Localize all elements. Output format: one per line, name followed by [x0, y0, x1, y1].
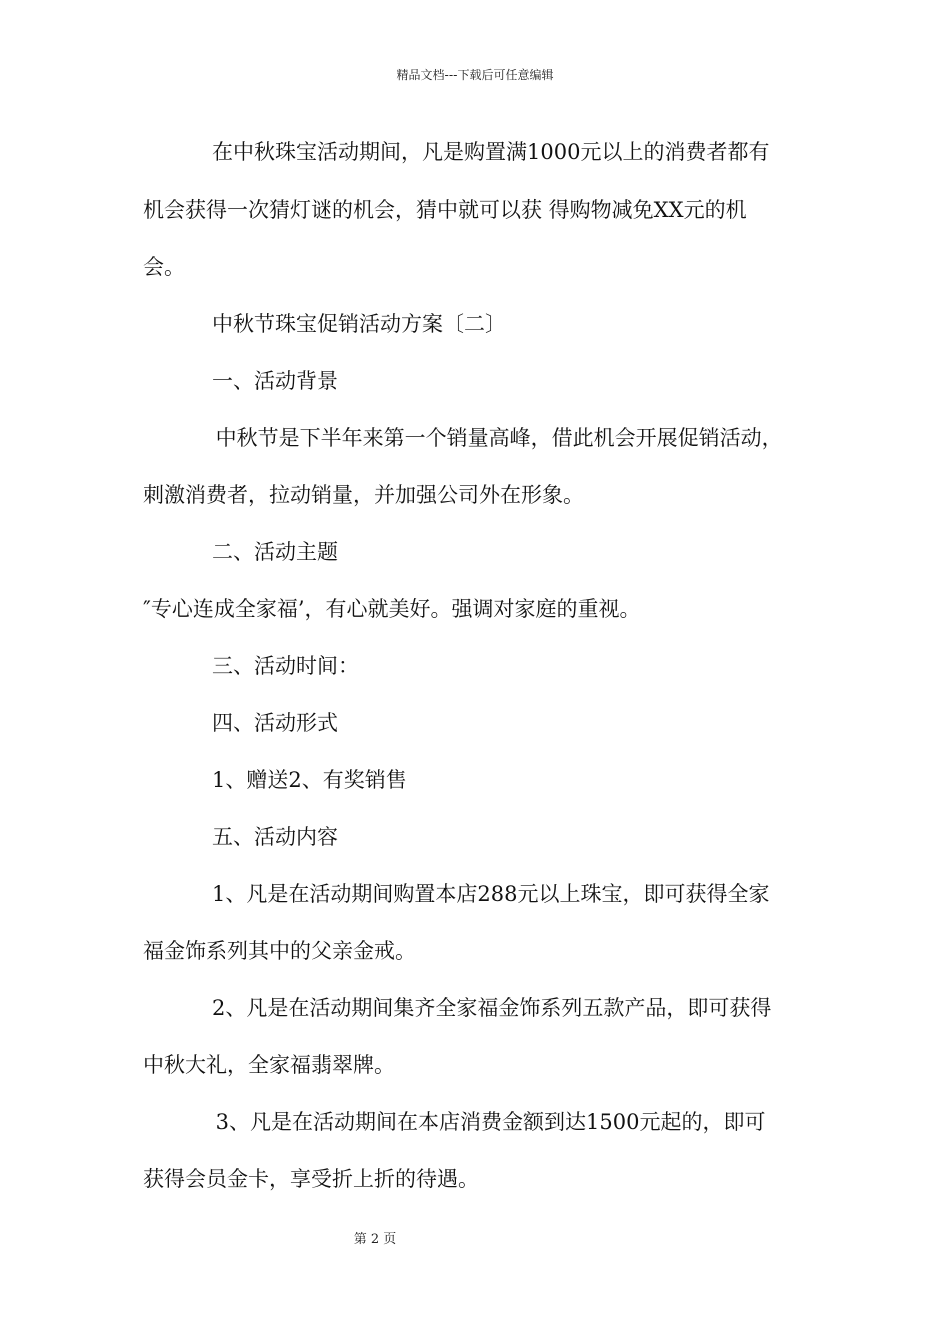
section-heading: 三、活动时间： — [212, 654, 359, 678]
section-heading: 五、活动内容 — [212, 825, 338, 849]
paragraph-line: 刺激消费者，拉动销量，并加强公司外在形象。 — [143, 483, 584, 507]
paragraph-line: 中秋大礼，全家福翡翠牌。 — [143, 1053, 395, 1077]
paragraph-line: 在中秋珠宝活动期间，凡是购置满1000元以上的消费者都有 — [212, 140, 770, 164]
page-number: 第 2 页 — [353, 1232, 397, 1247]
section-heading: 一、活动背景 — [212, 369, 338, 393]
paragraph-line: 1、赠送2、有奖销售 — [212, 768, 407, 792]
paragraph-line: 中秋节是下半年来第一个销量高峰，借此机会开展促销活动， — [209, 426, 783, 450]
paragraph-line: 1、凡是在活动期间购置本店288元以上珠宝，即可获得全家 — [212, 882, 770, 906]
paragraph-line: 会。 — [143, 255, 185, 279]
section-heading: 四、活动形式 — [212, 711, 338, 735]
paragraph-line: 3、凡是在活动期间在本店消费金额到达1500元起的，即可 — [209, 1110, 766, 1134]
section-title: 中秋节珠宝促销活动方案〔二〕 — [212, 312, 506, 336]
page-header: 精品文档---下载后可任意编辑 — [396, 68, 554, 82]
paragraph-line: 福金饰系列其中的父亲金戒。 — [143, 939, 416, 963]
paragraph-line: ″专心连成全家福’，有心就美好。强调对家庭的重视。 — [143, 597, 641, 621]
section-heading: 二、活动主题 — [212, 540, 338, 564]
paragraph-line: 获得会员金卡，享受折上折的待遇。 — [143, 1167, 479, 1191]
paragraph-line: 2、凡是在活动期间集齐全家福金饰系列五款产品，即可获得 — [212, 996, 772, 1020]
paragraph-line: 机会获得一次猜灯谜的机会，猜中就可以获 得购物减免XX元的机 — [143, 198, 747, 222]
